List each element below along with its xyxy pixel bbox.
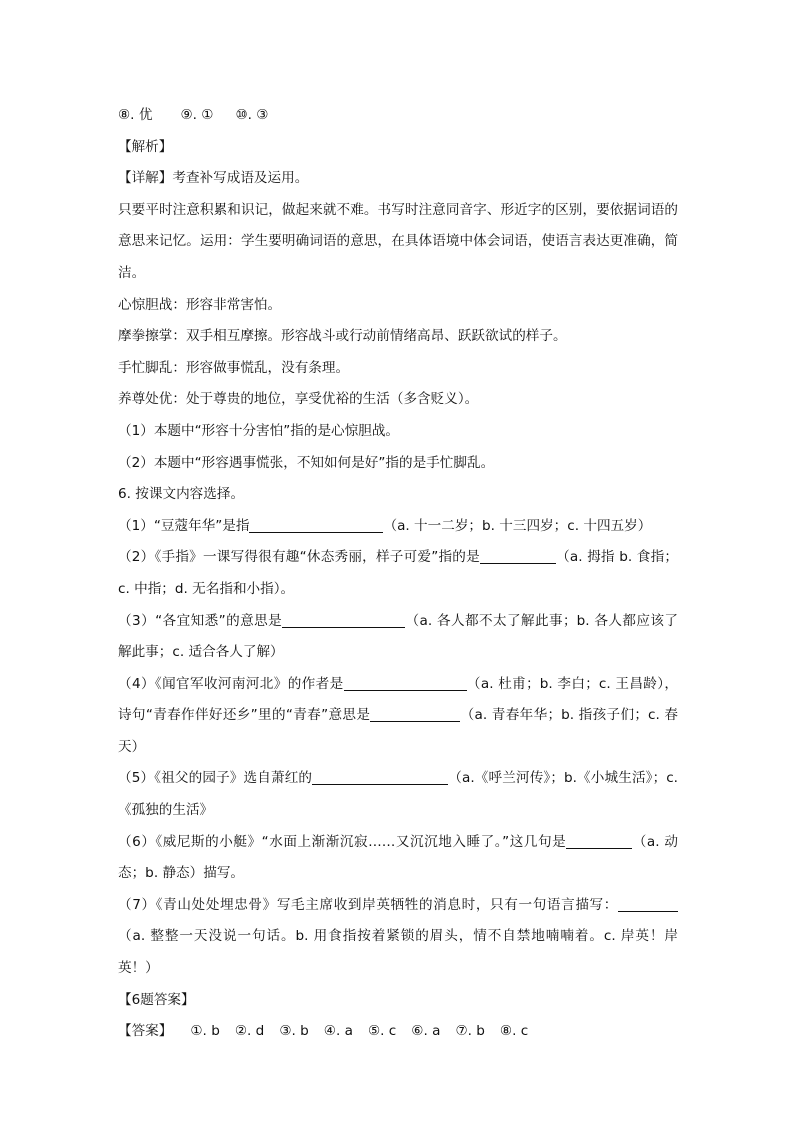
idiom-definition: 养尊处优：处于尊贵的地位，享受优裕的生活（多含贬义）。 [118, 391, 479, 408]
answer-blank [344, 675, 467, 691]
previous-answers-row [118, 100, 678, 132]
detail-heading: 【详解】考查补写成语及运用。 [118, 170, 309, 187]
answer-item: ①. b [190, 1023, 220, 1040]
analysis-heading: 【解析】 [118, 138, 173, 155]
answer-blank [370, 706, 460, 722]
answer-blank [249, 517, 383, 533]
question-6-item-1: （1）“豆蔻年华”是指 （a. 十一二岁；b. 十三四岁；c. 十四五岁） [118, 517, 652, 534]
question-6-item-2: （2）《手指》一课写得很有趣“休态秀丽，样子可爱”指的是 （a. 拇指 b. 食指；c. 中指；d. 无名指和小指）。 [118, 549, 678, 597]
idiom-definition: 心惊胆战：形容非常害怕。 [118, 296, 282, 313]
answer-blank [312, 770, 448, 786]
idiom-definition: 摩拳擦掌：双手相互摩擦。形容战斗或行动前情绪高昂、跃跃欲试的样子。 [118, 328, 567, 345]
question-6-item-3: （3）“各宜知悉”的意思是 （a. 各人都不太了解此事；b. 各人都应该了解此事；c. 适合各人了解） [118, 612, 679, 661]
question-6-title: 6. 按课文内容选择。 [118, 486, 245, 503]
document-content [118, 100, 678, 1048]
answer-item: ②. d [234, 1023, 265, 1040]
answer-label: 【答案】 [118, 1023, 173, 1040]
answer-blank [618, 896, 678, 912]
answer-item: ⑤. c [367, 1023, 397, 1040]
answer-blank [480, 548, 556, 564]
question-6-answer-heading: 【6题答案】 [118, 991, 195, 1008]
answer-item: ⑧. 优 [118, 107, 153, 123]
answer-blank [282, 612, 405, 628]
idiom-definition: 手忙脚乱：形容做事慌乱，没有条理。 [118, 359, 350, 376]
answer-blank [566, 833, 632, 849]
answers-row [118, 1016, 678, 1048]
question-6-item-7: （7）《青山处处埋忠骨》写毛主席收到岸英牺牲的消息时，只有一句语言描写：（a. 整整一天没说一句话。b. 用食指按着紧锁的眉头，情不自禁地喃喃着。c. 岸英！岸英！） [118, 896, 678, 977]
answer-item: ④. a [323, 1023, 353, 1040]
sub-answer-1: （1）本题中“形容十分害怕”指的是心惊胆战。 [118, 422, 400, 439]
question-6-item-5: （5）《祖父的园子》选自萧红的 （a.《呼兰河传》；b.《小城生活》；c.《孤独的生活》 [118, 770, 678, 819]
explanation-paragraph: 只要平时注意积累和识记，做起来就不难。书写时注意同音字、形近字的区别，要依据词语的意思来记忆。运用：学生要明确词语的意思，在具体语境中体会词语，使语言表达更准确，简洁。 [118, 201, 678, 281]
answer-item: ⑥. a [411, 1023, 441, 1040]
question-6-item-4: （4）《闻官军收河南河北》的作者是 （a. 杜甫；b. 李白；c. 王昌龄），诗句“青春作伴好还乡”里的“青春”意思是 （a. 青春年华；b. 指孩子们；c. 春天） [118, 675, 679, 755]
answer-item: ⑩. ③ [235, 107, 269, 123]
answer-item: ⑦. b [455, 1023, 485, 1040]
question-6-item-6: （6）《威尼斯的小艇》“水面上渐渐沉寂……又沉沉地入睡了。”这几句是 （a. 动态；b. 静态）描写。 [118, 833, 678, 882]
sub-answer-2: （2）本题中“形容遇事慌张，不知如何是好”指的是手忙脚乱。 [118, 454, 495, 471]
answer-item: ⑧. c [499, 1023, 529, 1040]
answer-item: ⑨. ① [180, 107, 214, 123]
answer-item: ③. b [279, 1023, 309, 1040]
